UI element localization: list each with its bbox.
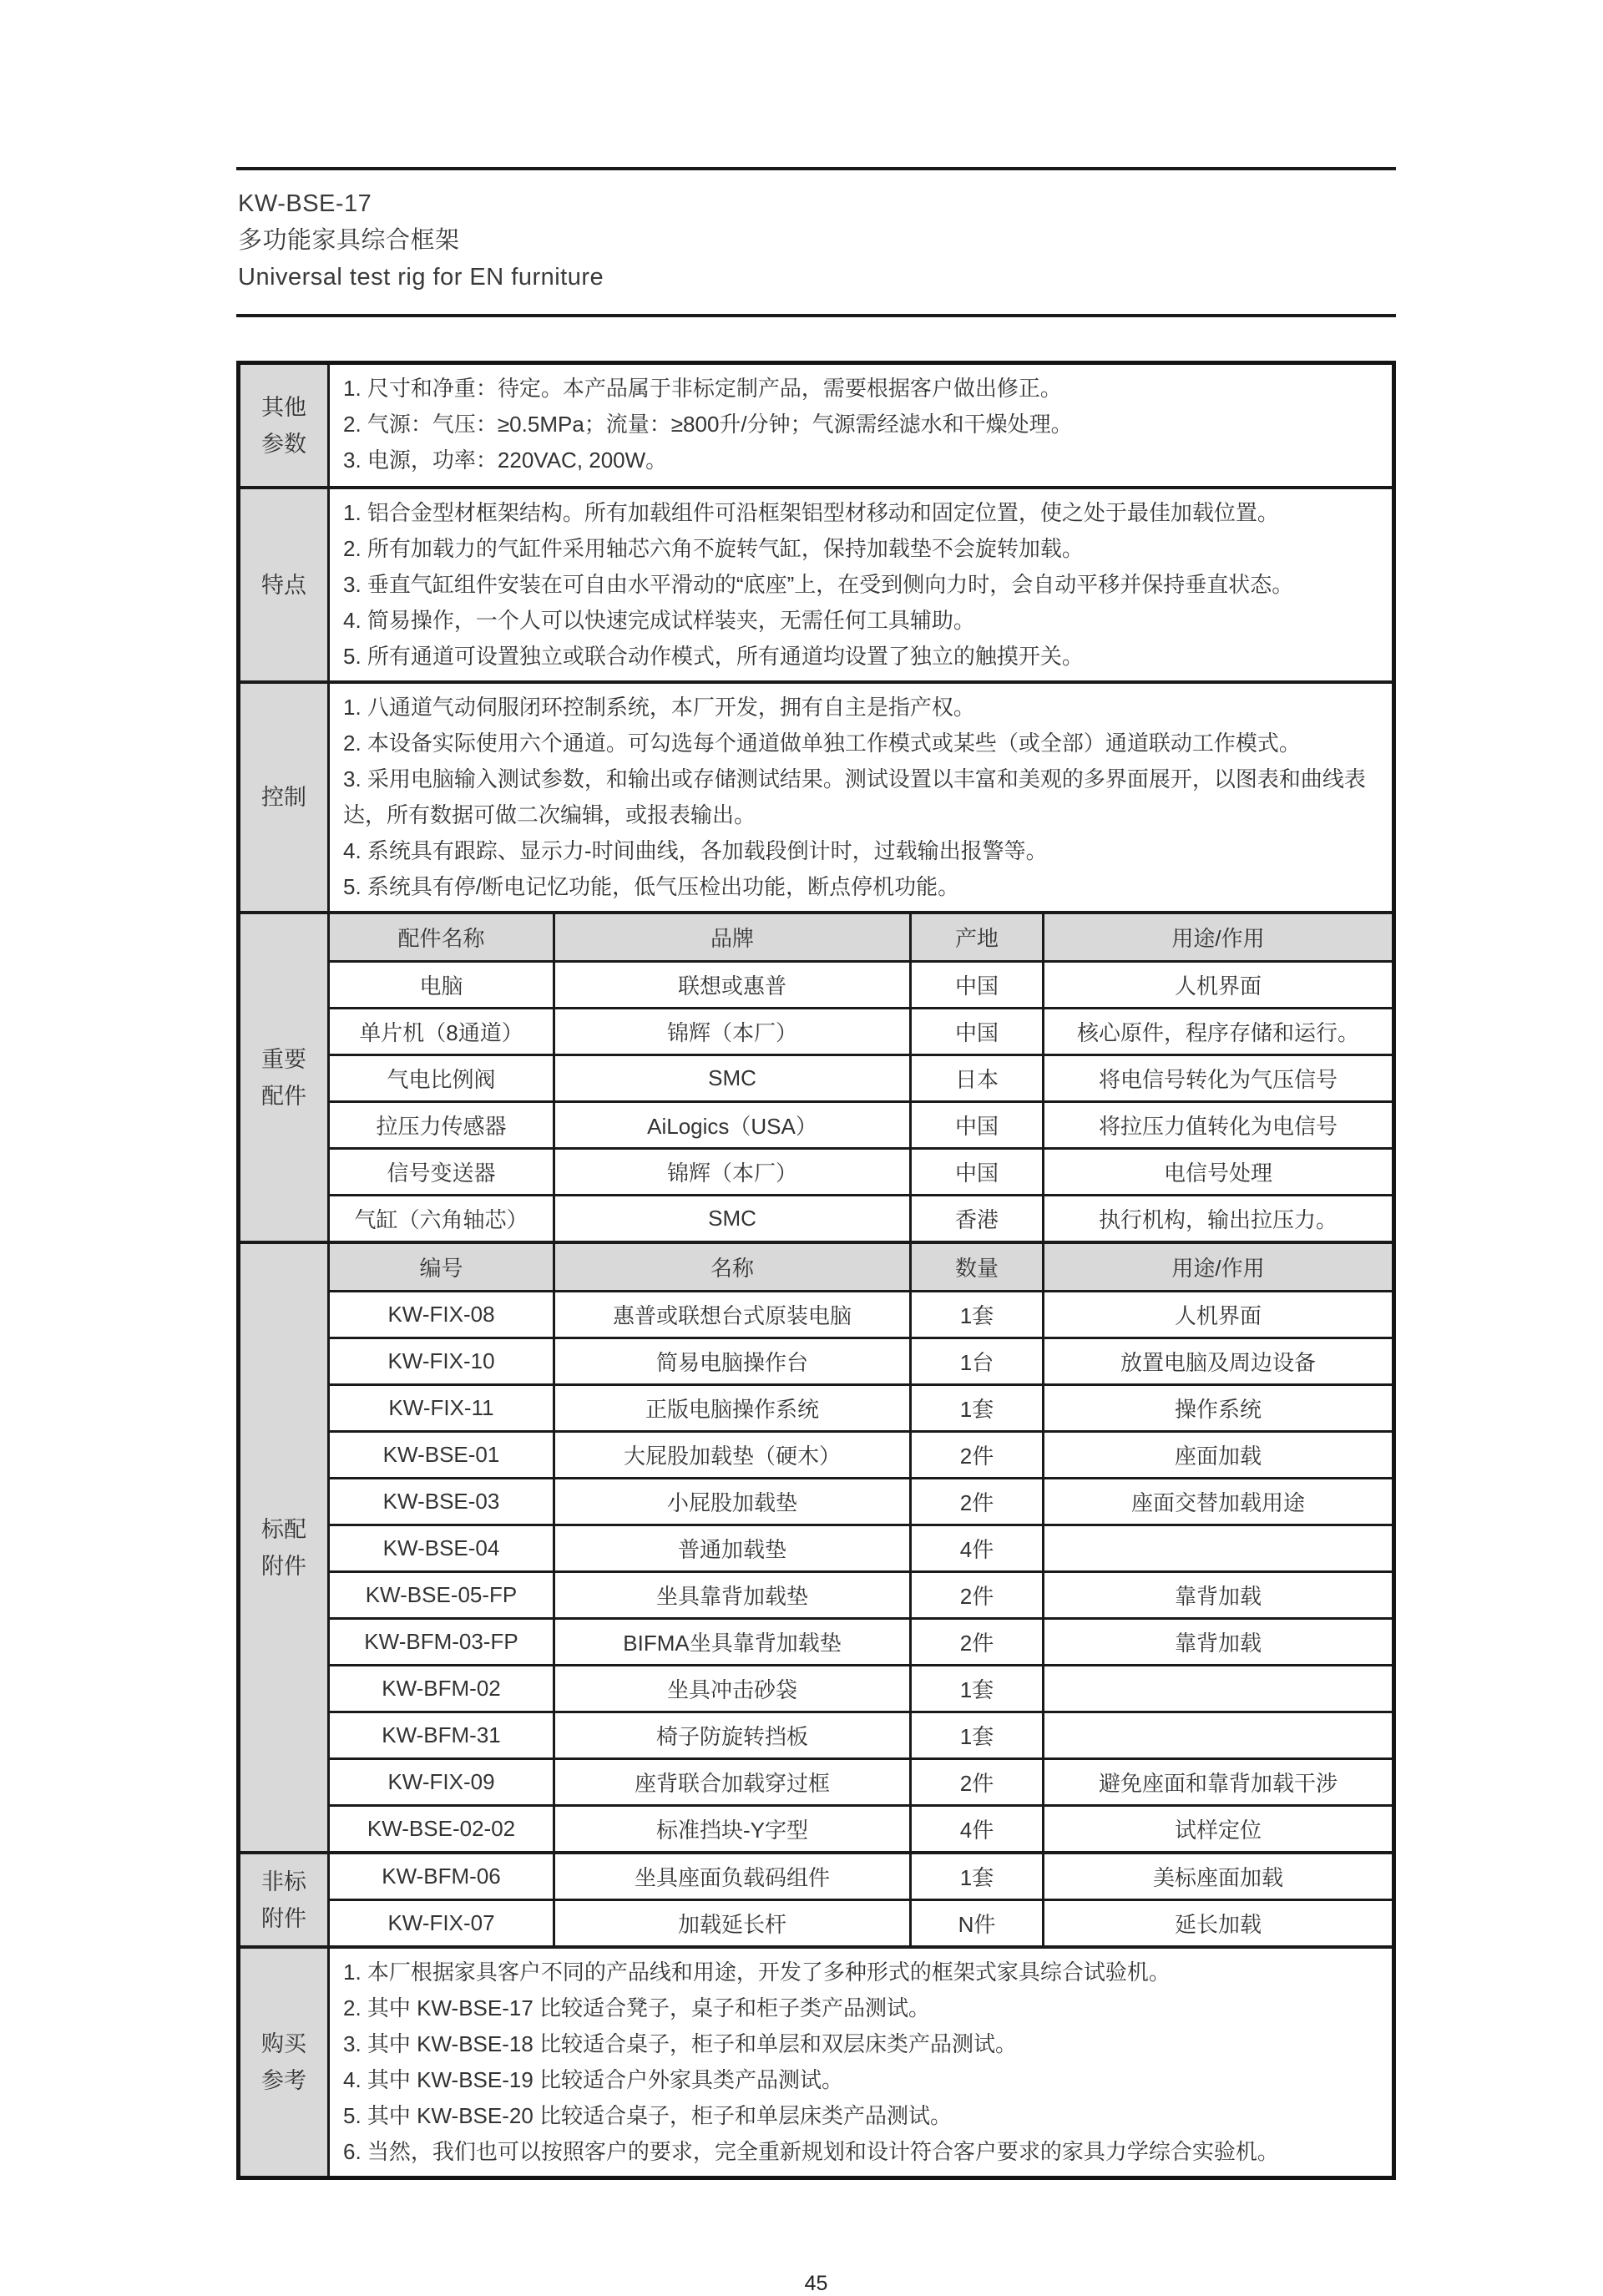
section-label-control (240, 684, 330, 911)
cell-qty: 2件 (909, 1620, 1042, 1664)
cell-code: KW-FIX-09 (387, 1769, 495, 1794)
cell-code: KW-BSE-04 (382, 1535, 500, 1560)
cell-name: 标准挡块-Y字型 (553, 1807, 909, 1851)
table-row (330, 1570, 1392, 1617)
cell-use (1042, 1713, 1392, 1757)
section-label-key-components (240, 914, 330, 1241)
text-line: 4. 系统具有跟踪、显示力-时间曲线，各加载段倒计时，过载输出报警等。 (343, 838, 1048, 863)
cell-code: KW-FIX-10 (387, 1348, 495, 1373)
cell-code: KW-BSE-01 (382, 1442, 500, 1467)
table-row (330, 1617, 1392, 1664)
cell-name: 正版电脑操作系统 (553, 1386, 909, 1430)
section-standard-accessories (240, 1241, 1392, 1851)
cell-name: 坐具冲击砂袋 (553, 1666, 909, 1711)
cell-name: 大屁股加载垫（硬木） (553, 1433, 909, 1477)
cell-name: 坐具座面负载码组件 (553, 1854, 909, 1899)
cell-use: 电信号处理 (1042, 1150, 1392, 1194)
cell-origin: 中国 (909, 1150, 1042, 1194)
cell-origin: 香港 (909, 1196, 1042, 1241)
document-header (236, 167, 1396, 317)
cell-qty: 1套 (909, 1386, 1042, 1430)
table-header-row (330, 914, 1392, 960)
cell-part-name: 气缸（六角轴芯） (354, 1207, 528, 1232)
section-label-text: 重要配件 (261, 1046, 306, 1109)
cell-code: KW-BSE-02-02 (367, 1816, 516, 1841)
cell-name: 坐具靠背加载垫 (553, 1573, 909, 1617)
table-row (330, 1804, 1392, 1851)
cell-origin: 日本 (909, 1056, 1042, 1100)
cell-name: 小屁股加载垫 (553, 1479, 909, 1524)
cell-brand: 锦辉（本厂） (553, 1150, 909, 1194)
column-header: 产地 (909, 914, 1042, 960)
cell-name: 座背联合加载穿过框 (553, 1760, 909, 1804)
cell-use: 将拉压力值转化为电信号 (1042, 1103, 1392, 1147)
cell-use (1042, 1526, 1392, 1570)
cell-use: 人机界面 (1042, 1292, 1392, 1337)
cell-part-name: 单片机（8通道） (359, 1020, 523, 1045)
table-row (330, 1899, 1392, 1945)
column-header: 编号 (419, 1256, 463, 1281)
cell-use: 座面加载 (1042, 1433, 1392, 1477)
cell-part-name: 电脑 (419, 974, 463, 999)
column-header: 品牌 (553, 914, 909, 960)
cell-qty: 4件 (909, 1526, 1042, 1570)
text-line: 1. 尺寸和净重：待定。本产品属于非标定制产品，需要根据客户做出修正。 (343, 376, 1062, 401)
cell-use: 美标座面加载 (1042, 1854, 1392, 1899)
text-line: 1. 八通道气动伺服闭环控制系统，本厂开发，拥有自主是指产权。 (343, 695, 975, 720)
cell-use: 靠背加载 (1042, 1620, 1392, 1664)
text-line: 3. 其中 KW-BSE-18 比较适合桌子，柜子和单层和双层床类产品测试。 (343, 2031, 1018, 2056)
cell-use: 人机界面 (1042, 963, 1392, 1007)
section-purchase-reference (240, 1945, 1392, 2176)
text-line: 3. 垂直气缸组件安装在可自由水平滑动的“底座”上，在受到侧向力时，会自动平移并保持垂直状态。 (343, 572, 1294, 597)
cell-use: 靠背加载 (1042, 1573, 1392, 1617)
table-row (330, 1854, 1392, 1899)
column-header: 数量 (909, 1244, 1042, 1290)
section-label-text: 标配附件 (261, 1516, 306, 1579)
section-label-text: 非标附件 (261, 1869, 306, 1931)
cell-part-name: 信号变送器 (387, 1161, 496, 1186)
table-row (330, 1430, 1392, 1477)
cell-qty: 1台 (909, 1339, 1042, 1383)
table-row (330, 1664, 1392, 1711)
text-line: 3. 电源，功率：220VAC, 200W。 (343, 448, 668, 473)
cell-name: 普通加载垫 (553, 1526, 909, 1570)
text-line: 4. 其中 KW-BSE-19 比较适合户外家具类产品测试。 (343, 2067, 844, 2092)
cell-brand: 联想或惠普 (553, 963, 909, 1007)
cell-qty: 2件 (909, 1573, 1042, 1617)
cell-use: 延长加载 (1042, 1901, 1392, 1945)
cell-brand: SMC (553, 1056, 909, 1100)
page-number: 45 (804, 2272, 828, 2295)
text-line: 5. 系统具有停/断电记忆功能，低气压检出功能，断点停机功能。 (343, 874, 960, 899)
text-line: 3. 采用电脑输入测试参数，和输出或存储测试结果。测试设置以丰富和美观的多界面展开，以图表和曲线表达，所有数据可做二次编辑，或报表输出。 (343, 766, 1366, 827)
cell-origin: 中国 (909, 1009, 1042, 1054)
cell-name: 加载延长杆 (553, 1901, 909, 1945)
table-row (330, 1147, 1392, 1194)
section-label-standard-accessories (240, 1244, 330, 1851)
section-label-purchase-reference (240, 1949, 330, 2176)
table-row (330, 1054, 1392, 1100)
section-label-text: 特点 (261, 572, 306, 598)
cell-brand: 锦辉（本厂） (553, 1009, 909, 1054)
table-row (330, 1337, 1392, 1383)
text-line: 2. 其中 KW-BSE-17 比较适合凳子，桌子和柜子类产品测试。 (343, 1995, 931, 2020)
cell-brand: SMC (553, 1196, 909, 1241)
key-components-table (330, 914, 1392, 1241)
cell-code: KW-BFM-06 (382, 1864, 501, 1889)
column-header: 用途/作用 (1042, 1244, 1392, 1290)
table-row (330, 960, 1392, 1007)
features-body (330, 489, 1392, 680)
section-label-text: 购买参考 (261, 2031, 306, 2093)
cell-use: 核心原件，程序存储和运行。 (1042, 1009, 1392, 1054)
cell-use: 试样定位 (1042, 1807, 1392, 1851)
table-row (330, 1711, 1392, 1757)
cell-use: 操作系统 (1042, 1386, 1392, 1430)
cell-qty: 2件 (909, 1479, 1042, 1524)
text-line: 2. 气源：气压：≥0.5MPa；流量：≥800升/分钟；气源需经滤水和干燥处理。 (343, 412, 1073, 437)
cell-qty: 1套 (909, 1713, 1042, 1757)
purchase-reference-body (330, 1949, 1392, 2176)
section-label-features (240, 489, 330, 680)
document-page (236, 167, 1396, 2296)
text-line: 6. 当然，我们也可以按照客户的要求，完全重新规划和设计符合客户要求的家具力学综合实验机。 (343, 2139, 1279, 2164)
table-row (330, 1290, 1392, 1337)
other-params-body (330, 365, 1392, 486)
section-features (240, 486, 1392, 680)
cell-origin: 中国 (909, 1103, 1042, 1147)
cell-name: 惠普或联想台式原装电脑 (553, 1292, 909, 1337)
cell-qty: 1套 (909, 1854, 1042, 1899)
cell-origin: 中国 (909, 963, 1042, 1007)
cell-code: KW-FIX-07 (387, 1910, 495, 1935)
cell-code: KW-FIX-11 (388, 1395, 494, 1420)
cell-use: 座面交替加载用途 (1042, 1479, 1392, 1524)
section-key-components (240, 911, 1392, 1241)
cell-code: KW-BFM-03-FP (364, 1629, 518, 1654)
cell-name: 简易电脑操作台 (553, 1339, 909, 1383)
cell-brand: AiLogics（USA） (553, 1103, 909, 1147)
cell-qty: N件 (909, 1901, 1042, 1945)
cell-part-name: 气电比例阀 (387, 1067, 496, 1092)
section-label-nonstandard-accessories (240, 1854, 330, 1945)
cell-code: KW-FIX-08 (387, 1302, 495, 1327)
cell-qty: 4件 (909, 1807, 1042, 1851)
model-number: KW-BSE-17 (238, 190, 372, 217)
text-line: 5. 所有通道可设置独立或联合动作模式，所有通道均设置了独立的触摸开关。 (343, 644, 1084, 669)
table-row (330, 1007, 1392, 1054)
cell-name: BIFMA坐具靠背加载垫 (553, 1620, 909, 1664)
table-header-row (330, 1244, 1392, 1290)
text-line: 1. 铝合金型材框架结构。所有加载组件可沿框架铝型材移动和固定位置，使之处于最佳加载位置。 (343, 500, 1279, 525)
cell-qty: 1套 (909, 1292, 1042, 1337)
text-line: 2. 所有加载力的气缸件采用轴芯六角不旋转气缸，保持加载垫不会旋转加载。 (343, 536, 1084, 561)
table-row (330, 1100, 1392, 1147)
cell-use: 执行机构，输出拉压力。 (1042, 1196, 1392, 1241)
cell-qty: 1套 (909, 1666, 1042, 1711)
cell-part-name: 拉压力传感器 (376, 1114, 507, 1139)
table-row (330, 1524, 1392, 1570)
cell-use: 将电信号转化为气压信号 (1042, 1056, 1392, 1100)
section-control (240, 680, 1392, 911)
cell-code: KW-BSE-03 (382, 1489, 500, 1514)
text-line: 1. 本厂根据家具客户不同的产品线和用途，开发了多种形式的框架式家具综合试验机。 (343, 1960, 1171, 1985)
column-header: 用途/作用 (1042, 914, 1392, 960)
table-row (330, 1194, 1392, 1241)
cell-qty: 2件 (909, 1433, 1042, 1477)
cell-use: 放置电脑及周边设备 (1042, 1339, 1392, 1383)
section-label-text: 控制 (261, 785, 306, 810)
text-line: 4. 简易操作，一个人可以快速完成试样装夹，无需任何工具辅助。 (343, 608, 975, 633)
section-other-params (240, 365, 1392, 486)
column-header: 配件名称 (397, 926, 485, 951)
control-body (330, 684, 1392, 911)
section-label-text: 其他参数 (261, 394, 306, 457)
cell-code: KW-BSE-05-FP (365, 1582, 518, 1607)
cell-use (1042, 1666, 1392, 1711)
cell-code: KW-BFM-02 (382, 1676, 501, 1701)
page-title: 多功能家具综合框架 (238, 227, 460, 254)
section-label-other-params (240, 365, 330, 486)
text-line: 2. 本设备实际使用六个通道。可勾选每个通道做单独工作模式或某些（或全部）通道联动工作模式。 (343, 731, 1301, 756)
cell-code: KW-BFM-31 (382, 1722, 501, 1747)
nonstandard-accessories-table (330, 1854, 1392, 1945)
text-line: 5. 其中 KW-BSE-20 比较适合桌子，柜子和单层床类产品测试。 (343, 2103, 953, 2128)
column-header: 名称 (553, 1244, 909, 1290)
cell-name: 椅子防旋转挡板 (553, 1713, 909, 1757)
table-row (330, 1757, 1392, 1804)
section-nonstandard-accessories (240, 1851, 1392, 1945)
table-row (330, 1477, 1392, 1524)
cell-qty: 2件 (909, 1760, 1042, 1804)
standard-accessories-table (330, 1244, 1392, 1851)
spec-table (236, 361, 1396, 2180)
subtitle-en: Universal test rig for EN furniture (238, 264, 604, 291)
cell-use: 避免座面和靠背加载干涉 (1042, 1760, 1392, 1804)
table-row (330, 1383, 1392, 1430)
